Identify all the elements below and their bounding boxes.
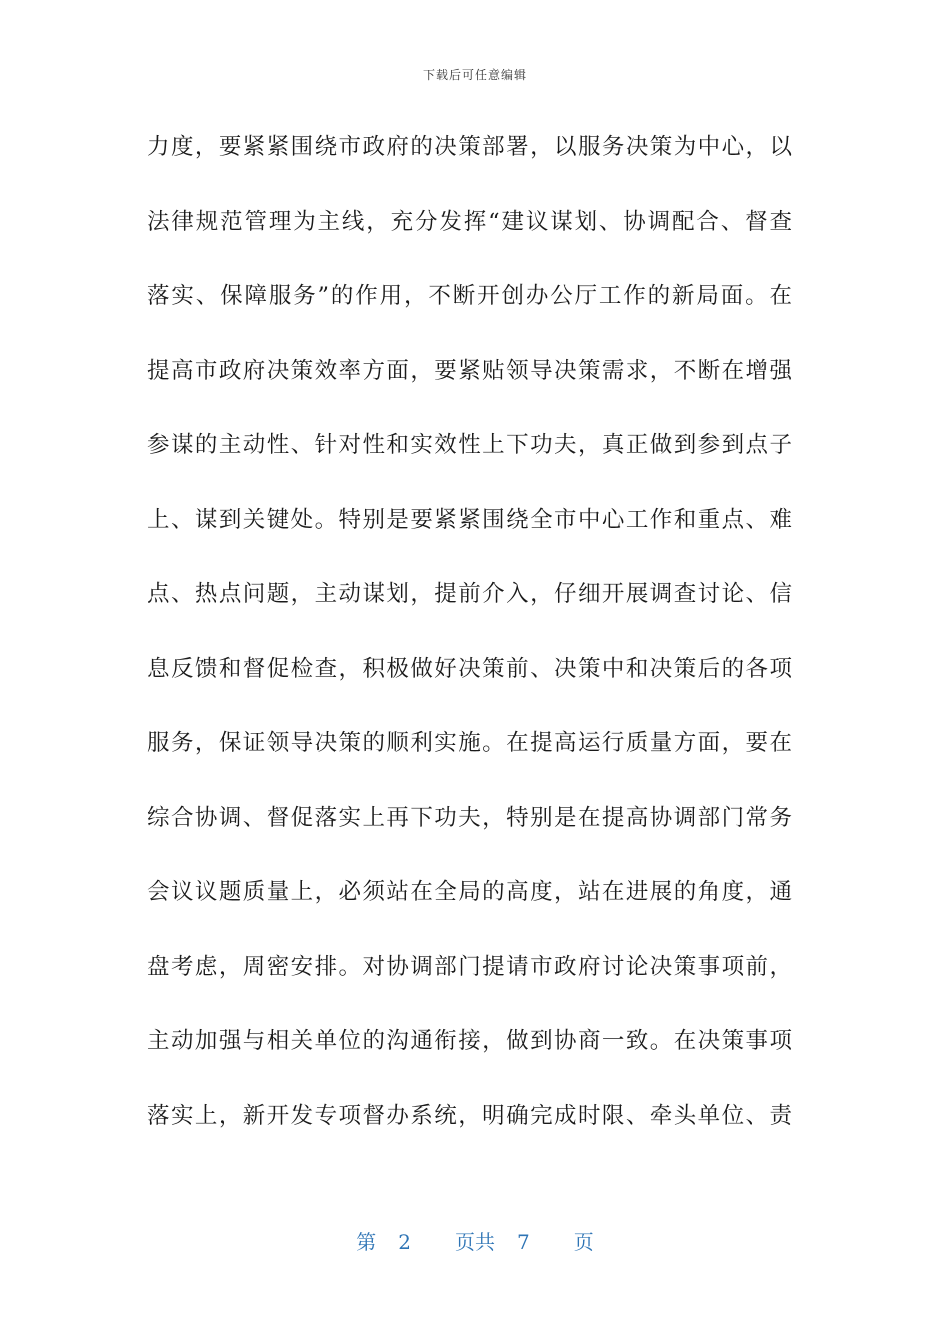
text-line: 上、谋到关键处。特别是要紧紧围绕全市中心工作和重点、难 xyxy=(147,506,792,533)
text-line: 盘考虑，周密安排。对协调部门提请市政府讨论决策事项前， xyxy=(147,953,792,980)
footer-total-pages: 7 xyxy=(517,1230,530,1254)
body-text xyxy=(147,120,792,1163)
text-line: 息反馈和督促检查，积极做好决策前、决策中和决策后的各项 xyxy=(147,655,792,682)
text-line: 综合协调、督促落实上再下功夫，特别是在提高协调部门常务 xyxy=(147,804,792,831)
text-line: 落实上，新开发专项督办系统，明确完成时限、牵头单位、责 xyxy=(147,1102,792,1129)
text-line: 提高市政府决策效率方面，要紧贴领导决策需求，不断在增强 xyxy=(147,357,792,384)
footer-prefix: 第 xyxy=(356,1230,377,1254)
text-line: 会议议题质量上，必须站在全局的高度，站在进展的角度，通 xyxy=(147,879,792,905)
text-line: 落实、保障服务”的作用，不断开创办公厅工作的新局面。在 xyxy=(147,283,792,309)
footer-middle: 页共 xyxy=(455,1230,495,1254)
page-header: 下载后可任意编辑 xyxy=(422,68,527,82)
footer-suffix: 页 xyxy=(573,1230,594,1254)
text-line: 服务，保证领导决策的顺利实施。在提高运行质量方面，要在 xyxy=(147,730,792,756)
page-footer xyxy=(0,1226,950,1255)
text-line: 点、热点问题，主动谋划，提前介入，仔细开展调查讨论、信 xyxy=(147,581,792,607)
text-line: 力度，要紧紧围绕市政府的决策部署，以服务决策为中心，以 xyxy=(147,134,792,160)
text-line: 参谋的主动性、针对性和实效性上下功夫，真正做到参到点子 xyxy=(147,432,792,458)
text-line: 法律规范管理为主线，充分发挥“建议谋划、协调配合、督查 xyxy=(147,208,792,235)
footer-current-page: 2 xyxy=(398,1230,411,1254)
text-line: 主动加强与相关单位的沟通衔接，做到协商一致。在决策事项 xyxy=(147,1028,792,1054)
